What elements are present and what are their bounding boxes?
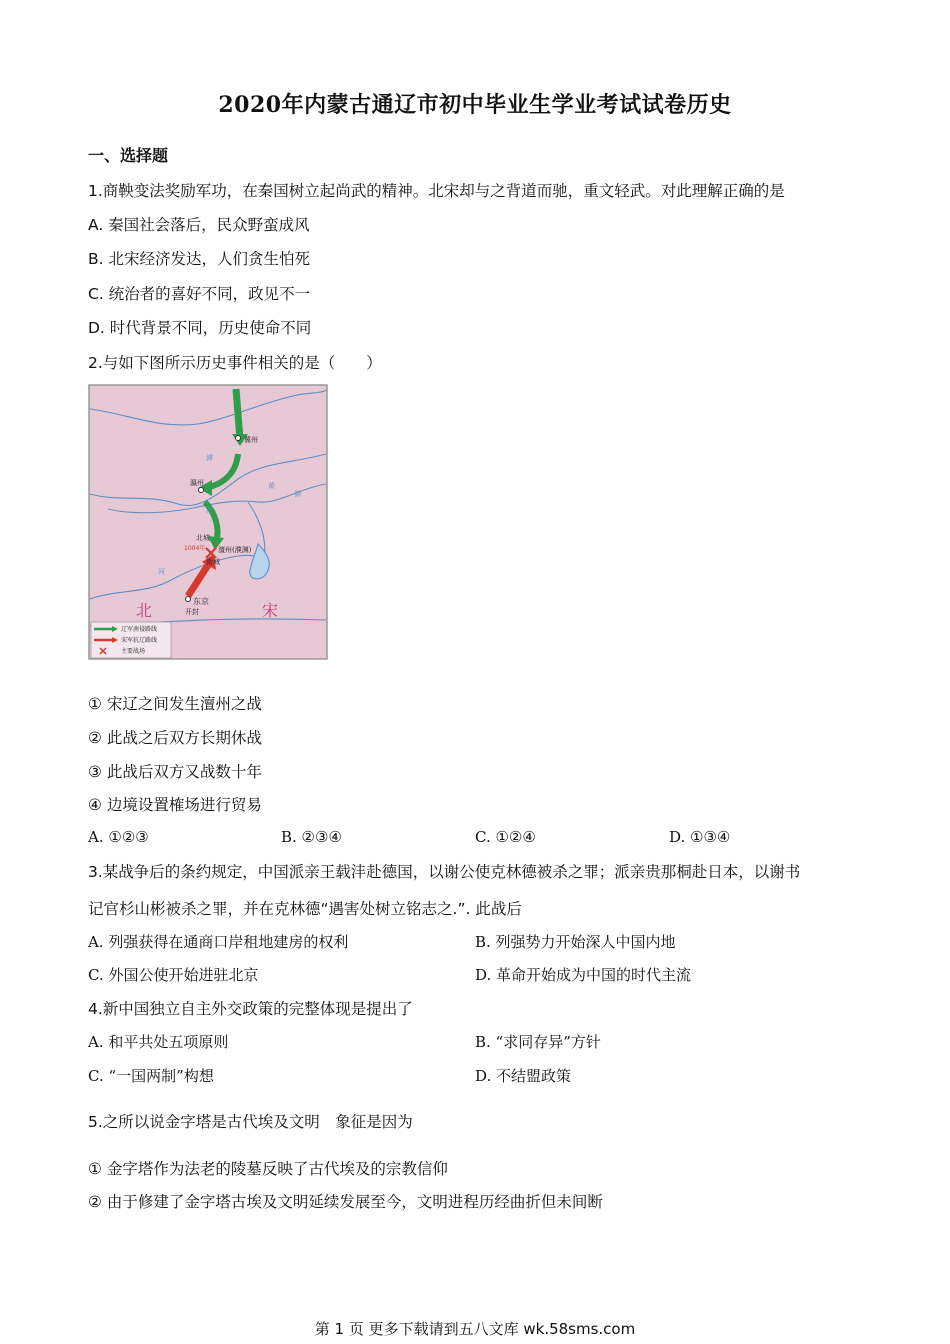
label-nancheng: 南城 xyxy=(206,558,220,566)
q2-statement-2: ② 此战之后双方长期休战 xyxy=(88,729,262,747)
label-river-5: 御 xyxy=(294,490,301,498)
q3-option-c: C. 外国公使开始进驻北京 xyxy=(88,966,259,984)
legend-song: 宋军抗辽路线 xyxy=(121,637,158,644)
q3-option-d: D. 革命开始成为中国的时代主流 xyxy=(475,966,692,984)
q2-option-c: C. ①②④ xyxy=(475,828,536,846)
yingzhou-marker xyxy=(199,488,204,493)
map-legend xyxy=(91,622,171,658)
section-heading: 一、选择题 xyxy=(88,146,169,165)
q3-stem-line-2: 记官杉山彬被杀之罪，并在克林德“遇害处树立铭志之.”. 此战后 xyxy=(88,900,522,918)
label-river-2: 沱 xyxy=(206,506,213,514)
q1-stem: 1.商鞅变法奖励军功，在秦国树立起尚武的精神。北宋却与之背道而驰，重文轻武。对此理解正确的是 xyxy=(88,182,785,200)
q2-option-b: B. ②③④ xyxy=(281,828,342,846)
q4-option-d: D. 不结盟政策 xyxy=(475,1067,572,1085)
page-footer: 第 1 页 更多下载请到五八文库 wk.58sms.com xyxy=(314,1320,636,1338)
song-liao-war-map xyxy=(88,384,328,660)
q5-statement-1: ① 金字塔作为法老的陵墓反映了古代埃及的宗教信仰 xyxy=(88,1160,448,1178)
q4-option-b: B. “求同存异”方针 xyxy=(475,1033,601,1051)
q3-option-b: B. 列强势力开始深人中国内地 xyxy=(475,933,676,951)
q2-stem: 2.与如下图所示历史事件相关的是（ ） xyxy=(88,354,382,372)
label-song: 宋 xyxy=(262,601,279,620)
label-river-1: 滹 xyxy=(206,454,213,462)
label-chanzhou: 澶州(濮渊) xyxy=(218,546,252,554)
q2-option-a: A. ①②③ xyxy=(88,828,149,846)
page-title: 2020年内蒙古通辽市初中毕业生学业考试试卷历史 xyxy=(218,92,732,118)
q5-stem: 5.之所以说金字塔是古代埃及文明 象征是因为 xyxy=(88,1113,413,1131)
q4-option-c: C. “一国两制”构想 xyxy=(88,1067,214,1085)
label-bei: 北 xyxy=(136,601,153,620)
legend-battle: 主要战场 xyxy=(121,648,146,655)
jizhou-marker xyxy=(236,436,241,441)
label-jizhou: 冀州 xyxy=(244,436,258,444)
legend-liao: 辽军南侵路线 xyxy=(121,626,158,633)
q1-option-a: A. 秦国社会落后，民众野蛮成风 xyxy=(88,216,310,234)
label-dongjing: 东京 xyxy=(193,597,209,606)
label-beicheng: 北城 xyxy=(196,534,210,542)
label-river-3: 黄 xyxy=(268,482,275,490)
q4-option-a: A. 和平共处五项原则 xyxy=(88,1033,229,1051)
q2-option-d: D. ①③④ xyxy=(669,828,731,846)
q3-stem-line-1: 3.某战争后的条约规定，中国派亲王载沣赴德国，以谢公使克林德被杀之罪；派亲贵那桐赴日本，以谢书 xyxy=(88,863,801,881)
q4-stem: 4.新中国独立自主外交政策的完整体现是提出了 xyxy=(88,1000,413,1018)
q1-option-c: C. 统治者的喜好不同，政见不一 xyxy=(88,285,311,303)
q1-option-d: D. 时代背景不同，历史使命不同 xyxy=(88,319,312,337)
dongjing-marker xyxy=(186,597,191,602)
q1-option-b: B. 北宋经济发达，人们贪生怕死 xyxy=(88,250,310,268)
label-kaifeng: 开封 xyxy=(185,608,199,616)
q2-statement-3: ③ 此战后双方又战数十年 xyxy=(88,763,262,781)
label-river-4: 河 xyxy=(158,568,165,576)
q5-statement-2: ② 由于修建了金字塔古埃及文明延续发展至今，文明进程历经曲折但未间断 xyxy=(88,1193,603,1211)
map-background xyxy=(89,385,327,659)
label-yingzhou: 瀛州 xyxy=(190,479,204,487)
label-year: 1004年 xyxy=(184,545,206,552)
q2-statement-4: ④ 边境设置榷场进行贸易 xyxy=(88,796,262,814)
q2-statement-1: ① 宋辽之间发生澶州之战 xyxy=(88,695,262,713)
q3-option-a: A. 列强获得在通商口岸租地建房的权利 xyxy=(88,933,349,951)
